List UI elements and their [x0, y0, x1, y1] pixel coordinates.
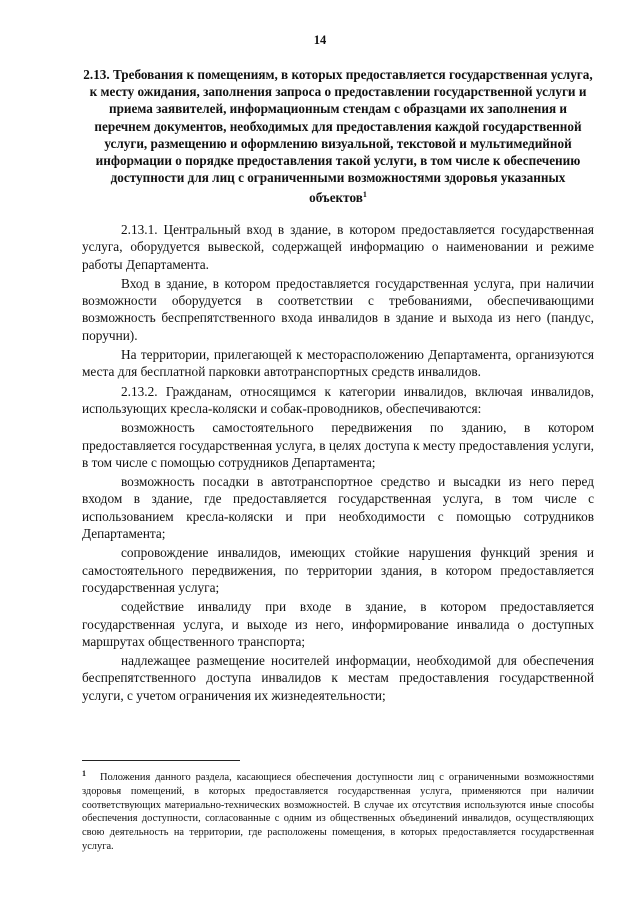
paragraph: На территории, прилегающей к месторасположению Департамента, организуются места для бесплатной парковки автотранспортных средств инвалидов. — [82, 347, 594, 380]
section-heading-text: 2.13. Требования к помещениям, в которых предоставляется государственная услуга, к месту ожидания, заполнения запроса о предоставлении государственной услуги и приема заявителей, информационным стендам с образцами их заполнения и перечнем документов, необходимых для предоставления каждой государственной услуги, размещению и оформлению визуальной, текстовой и мультимедийной информации о порядке предоставления такой услуги, в том числе к обеспечению доступности для лиц с ограниченными возможностями здоровья указанных объектов — [83, 67, 593, 206]
paragraph: Вход в здание, в котором предоставляется государственная услуга, при наличии возможности оборудуется в соответствии с требованиями, обеспечивающими возможность беспрепятственного входа инвалидов в здание и выхода из него (пандус, поручни). — [82, 275, 594, 343]
footnote — [82, 767, 594, 854]
paragraph: 2.13.2. Гражданам, относящимся к категории инвалидов, включая инвалидов, использующих кресла-коляски и собак-проводников, обеспечиваются: — [82, 383, 594, 416]
section-heading — [82, 66, 594, 207]
paragraph: возможность самостоятельного передвижения по зданию, в котором предоставляется государственная услуга, в целях доступа к месту предоставления услуги, в том числе с помощью сотрудников Департамента; — [82, 420, 594, 470]
footnote-reference: 1 — [362, 190, 367, 200]
paragraph: 2.13.1. Центральный вход в здание, в котором предоставляется государственная услуга, оборудуется вывеской, содержащей информацию о наименовании и режиме работы Департамента. — [82, 222, 594, 272]
paragraph: надлежащее размещение носителей информации, необходимой для обеспечения беспрепятственного доступа инвалидов к местам предоставления государственной услуги, с учетом ограничения их жизнедеятельности; — [82, 653, 594, 703]
footnote-divider — [82, 760, 240, 761]
paragraph: содействие инвалиду при входе в здание, в котором предоставляется государственная услуга, и выходе из него, информирование инвалида о доступных маршрутах общественного транспорта; — [82, 599, 594, 649]
paragraph: сопровождение инвалидов, имеющих стойкие нарушения функций зрения и самостоятельного передвижения, по территории здания, в котором предоставляется государственная услуга; — [82, 545, 594, 595]
page-number: 14 — [313, 33, 327, 47]
footnote-text: Положения данного раздела, касающиеся обеспечения доступности лиц с ограниченными возможностями здоровья помещений, в которых предоставляется государственная услуга, применяются при наличии соответствующих материально-технических возможностей. В случае их отсутствия используются иные способы обеспечения доступности, согласованные с одним из общественных объединений инвалидов, осуществляющих свою деятельность на территории, где расположены помещения, в которых предоставляется государственная услуга. — [82, 772, 594, 852]
paragraph: возможность посадки в автотранспортное средство и высадки из него перед входом в здание, где предоставляется государственная услуга, в том числе с использованием кресла-коляски и при необходимости с помощью сотрудников Департамента; — [82, 474, 594, 542]
footnote-number: 1 — [82, 769, 86, 778]
body-text — [82, 221, 594, 704]
